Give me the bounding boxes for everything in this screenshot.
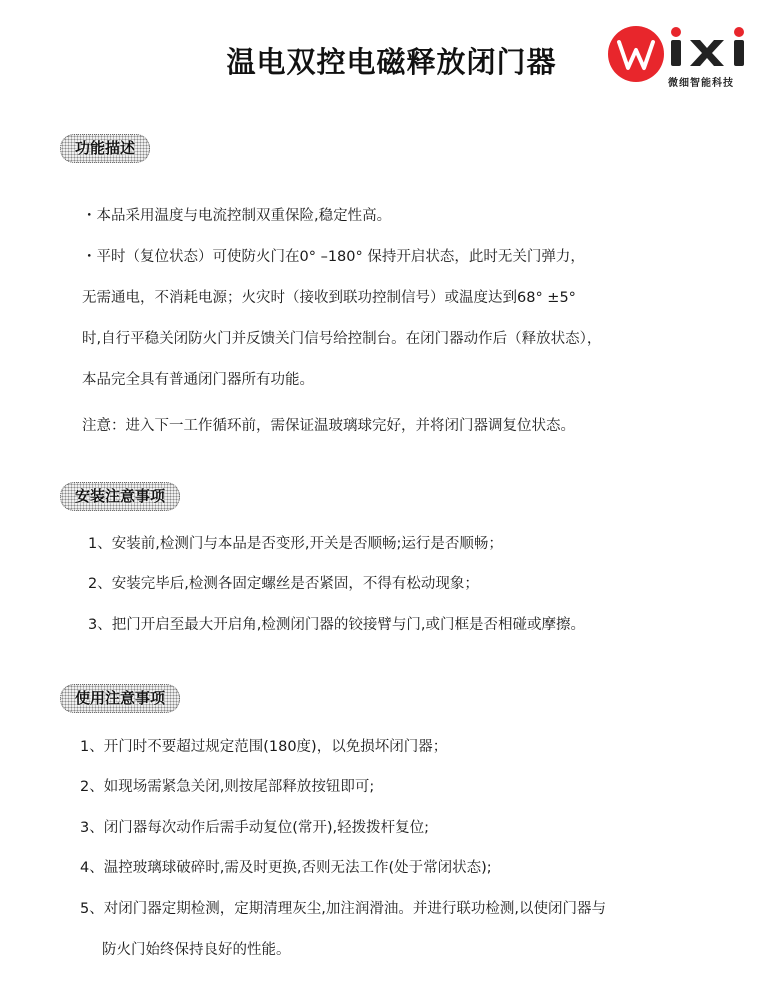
logo-w-glyph-icon xyxy=(608,26,664,82)
logo-subtitle: 微细智能科技 xyxy=(668,78,734,89)
document-title: 温电双控电磁释放闭门器 xyxy=(226,45,557,79)
usage-item-5: 5、对闭门器定期检测，定期清理灰尘,加注润滑油。并进行联功检测,以使闭门器与 xyxy=(80,901,606,917)
usage-item-5-cont: 防火门始终保持良好的性能。 xyxy=(102,942,291,958)
logo-ixi-glyph-icon xyxy=(668,24,760,70)
function-line-5: 本品完全具有普通闭门器所有功能。 xyxy=(82,372,314,388)
function-line-1: ・本品采用温度与电流控制双重保险,稳定性高。 xyxy=(82,208,392,224)
section-heading-function: 功能描述 xyxy=(60,134,150,163)
usage-item-4: 4、温控玻璃球破碎时,需及时更换,否则无法工作(处于常闭状态); xyxy=(80,860,492,876)
section-heading-install: 安装注意事项 xyxy=(60,482,180,511)
install-item-3: 3、把门开启至最大开启角,检测闭门器的铰接臂与门,或门框是否相碰或摩擦。 xyxy=(88,617,585,633)
function-line-4: 时,自行平稳关闭防火门并反馈关门信号给控制台。在闭门器动作后（释放状态）， xyxy=(82,331,602,347)
logo-wordmark xyxy=(668,24,760,80)
function-note: 注意：进入下一工作循环前，需保证温玻璃球完好，并将闭门器调复位状态。 xyxy=(82,418,575,434)
install-item-2: 2、安装完毕后,检测各固定螺丝是否紧固，不得有松动现象； xyxy=(88,576,479,592)
usage-item-1: 1、开门时不要超过规定范围(180度)，以免损坏闭门器； xyxy=(80,739,448,755)
usage-item-2: 2、如现场需紧急关闭,则按尾部释放按钮即可; xyxy=(80,779,375,795)
function-line-2: ・平时（复位状态）可使防火门在0° –180° 保持开启状态，此时无关门弹力， xyxy=(82,249,585,265)
brand-logo xyxy=(608,24,768,96)
usage-item-3: 3、闭门器每次动作后需手动复位(常开),轻拨拨杆复位; xyxy=(80,820,430,836)
logo-w-mark xyxy=(608,26,664,82)
install-item-1: 1、安装前,检测门与本品是否变形,开关是否顺畅;运行是否顺畅； xyxy=(88,536,503,552)
section-heading-usage: 使用注意事项 xyxy=(60,684,180,713)
function-line-3: 无需通电，不消耗电源；火灾时（接收到联功控制信号）或温度达到68° ±5° xyxy=(82,290,576,306)
